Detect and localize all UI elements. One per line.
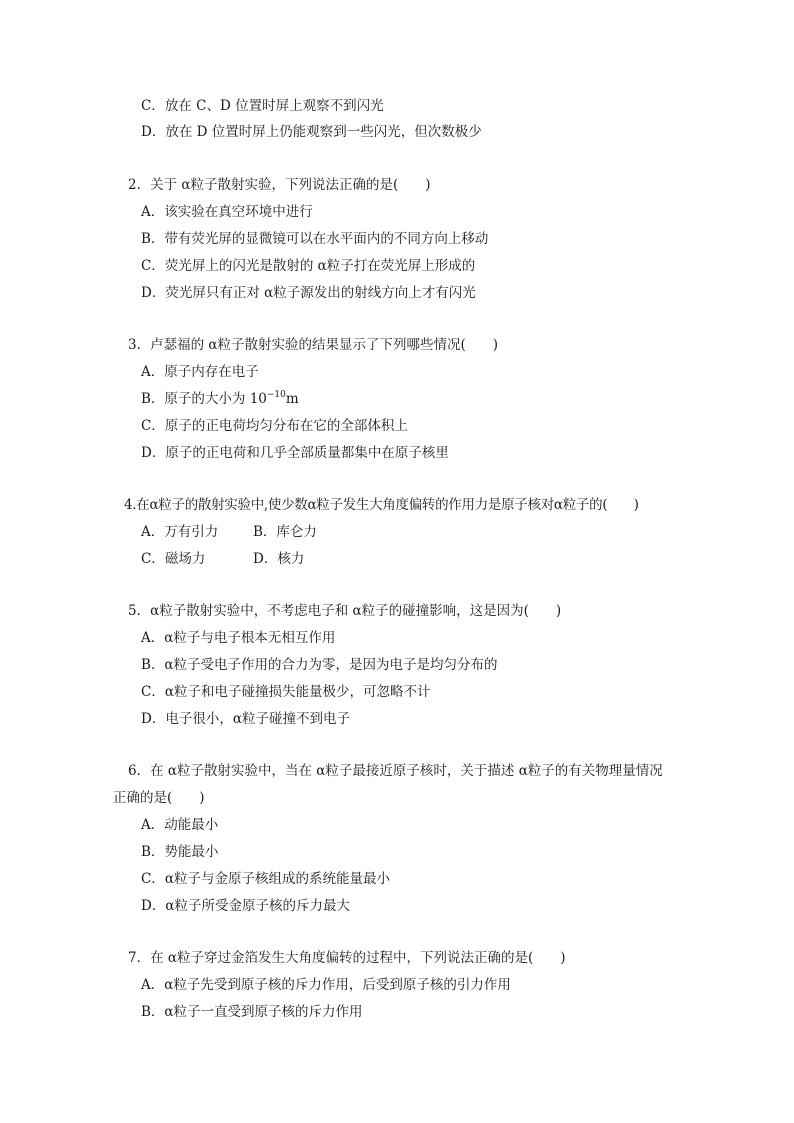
q5-option-b: B．α粒子受电子作用的合力为零，是因为电子是均匀分布的: [141, 657, 498, 673]
q3-option-d: D．原子的正电荷和几乎全部质量都集中在原子核里: [141, 445, 449, 461]
q4-option-c: C．磁场力: [141, 551, 206, 567]
q4-option-a: A．万有引力: [141, 524, 219, 540]
q6-stem-continued: 正确的是( ): [113, 790, 205, 806]
q2-option-c: C．荧光屏上的闪光是散射的 α粒子打在荧光屏上形成的: [141, 258, 476, 274]
q7-option-b: B．α粒子一直受到原子核的斥力作用: [141, 1004, 363, 1020]
q5-option-a: A．α粒子与电子根本无相互作用: [141, 630, 336, 646]
q6-option-c: C．α粒子与金原子核组成的系统能量最小: [141, 871, 390, 887]
q2-option-a: A．该实验在真空环境中进行: [141, 204, 313, 220]
q5-option-d: D．电子很小，α粒子碰撞不到电子: [141, 711, 350, 727]
q6-option-a: A．动能最小: [141, 817, 219, 833]
q2-option-b: B．带有荧光屏的显微镜可以在水平面内的不同方向上移动: [141, 231, 489, 247]
q5-option-c: C．α粒子和电子碰撞损失能量极少，可忽略不计: [141, 684, 431, 700]
q4-option-d: D．核力: [253, 551, 305, 567]
q3-option-b-unit: m: [285, 391, 299, 407]
q3-stem: 3．卢瑟福的 α粒子散射实验的结果显示了下列哪些情况( ): [128, 337, 499, 353]
q7-stem: 7．在 α粒子穿过金箔发生大角度偏转的过程中，下列说法正确的是( ): [128, 950, 566, 966]
q6-option-b: B．势能最小: [141, 844, 219, 860]
q2-option-d: D．荧光屏只有正对 α粒子源发出的射线方向上才有闪光: [141, 285, 476, 301]
q4-options-row-1: [141, 522, 317, 542]
q3-option-b: [141, 389, 299, 409]
q2-stem: 2．关于 α粒子散射实验，下列说法正确的是( ): [128, 177, 431, 193]
q7-option-a: A．α粒子先受到原子核的斥力作用，后受到原子核的引力作用: [141, 977, 511, 993]
q3-option-b-exponent: −10: [266, 390, 286, 400]
q3-option-c: C．原子的正电荷均匀分布在它的全部体积上: [141, 418, 408, 434]
q6-stem: 6．在 α粒子散射实验中，当在 α粒子最接近原子核时，关于描述 α粒子的有关物理量情况: [128, 763, 663, 779]
q3-option-b-text: B．原子的大小为 10: [141, 391, 267, 407]
q1-option-c: C．放在 C、D 位置时屏上观察不到闪光: [141, 98, 384, 114]
q3-option-a: A．原子内存在电子: [141, 364, 259, 380]
q1-option-d: D．放在 D 位置时屏上仍能观察到一些闪光，但次数极少: [141, 124, 482, 140]
q4-options-row-2: [141, 549, 304, 569]
q4-option-b: B．库仑力: [253, 524, 317, 540]
q6-option-d: D．α粒子所受金原子核的斥力最大: [141, 898, 350, 914]
q5-stem: 5．α粒子散射实验中，不考虑电子和 α粒子的碰撞影响，这是因为( ): [128, 603, 562, 619]
q4-stem: 4.在α粒子的散射实验中,使少数α粒子发生大角度偏转的作用力是原子核对α粒子的( ): [124, 497, 639, 513]
